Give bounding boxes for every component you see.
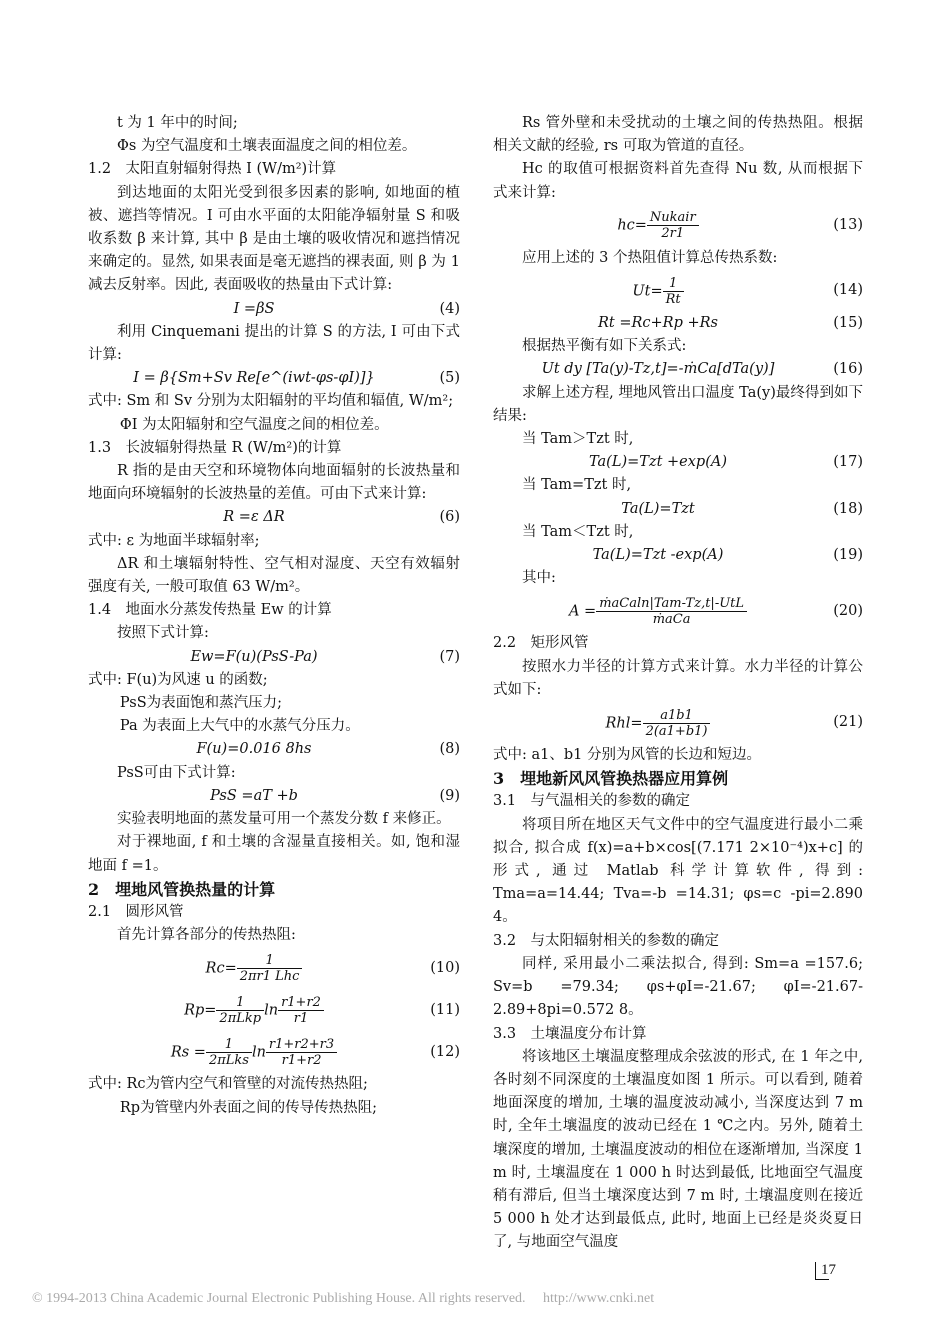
equation-7: Ew=F(u)(PsS-Pa) (7)	[190, 648, 460, 665]
paragraph: 对于裸地面, f 和土壤的含湿量直接相关。如, 饱和湿地面 f =1。	[88, 834, 460, 874]
paragraph: 按照水力半径的计算方式来计算。水力半径的计算公式如下:	[493, 658, 863, 698]
paragraph: 利用 Cinquemani 提出的计算 S 的方法, I 可由下式计算:	[88, 323, 460, 364]
section-heading-3: 3 埋地新风风管换热器应用算例	[493, 769, 729, 789]
section-heading-2: 2 埋地风管换热量的计算	[88, 879, 276, 899]
paragraph: 根据热平衡有如下关系式:	[522, 338, 687, 355]
section-heading-1-2: 1.2 太阳直射辐射得热 I (W/m²)计算	[88, 161, 337, 178]
page-number-mark	[815, 1279, 829, 1280]
paragraph: 式中: Sm 和 Sv 分别为太阳辐射的平均值和辐值, W/m²;	[88, 393, 454, 410]
equation-4: I =βS (4)	[233, 300, 460, 317]
equation-19: Ta(L)=Tzt -exp(A) (19)	[592, 547, 863, 564]
section-heading-2-2: 2.2 矩形风管	[493, 635, 589, 652]
paragraph: Rs 管外壁和未受扰动的土壤之间的传热热阻。根据相关文献的经验, rs 可取为管道的直径。	[493, 115, 863, 155]
equation-17: Ta(L)=Tzt +exp(A) (17)	[588, 454, 863, 471]
left-column	[88, 112, 460, 1120]
paragraph: 到达地面的太阳光受到很多因素的影响, 如地面的植被、遮挡等情况。I 可由水平面的太阳能净辐射量 S 和吸收系数 β 来计算, 其中 β 是由土壤的吸收情况和遮挡情况来确定的。显然, 如果表面是毫无遮挡的裸表面, 则 β 为 1 减去反射率。因此, 表面吸收的热量由下式计算:	[88, 184, 460, 294]
text-line: t 为 1 年中的时间;	[117, 115, 238, 131]
paragraph: 将项目所在地区天气文件中的空气温度进行最小二乘拟合, 拟合成 f(x)=a+b×cos[(7.171 2×10⁻⁴)x+c] 的形式, 通过 Matlab 科学计算软件, 得到: Tma=a=14.44; Tva=-b =14.31; φs=c -pi=2.890 4。	[493, 816, 863, 926]
equation-16: Ut dy [Ta(y)-Tz,t]=-ṁCa[dTa(y)] (16)	[541, 361, 863, 378]
paragraph: 将该地区土壤温度整理成余弦波的形式, 在 1 年之中, 各时刻不同深度的土壤温度如图 1 所示。可以看到, 随着地面深度的增加, 土壤的温度波动减小, 当深度达到 7 m 时, 全年土壤温度的波动已经在 1 ℃之内。另外, 随着土壤深度的增加, 土壤温度波动的相位在逐渐增加, 当深度 1 m 时, 土壤温度在 1 000 h 时达到最低, 比地面空气温度稍有滞后, 但当土壤深度达到 7 m 时, 土壤温度则在接近 5 000 h 处才达到最低点, 此时, 地面上已经是炎炎夏日了, 与地面空气温度	[493, 1048, 863, 1251]
paragraph: Pa 为表面上大气中的水蒸气分压力。	[119, 718, 360, 735]
section-heading-3-1: 3.1 与气温相关的参数的确定	[493, 793, 691, 810]
paragraph: 其中:	[522, 570, 556, 587]
paragraph: Rp为管壁内外表面之间的传导传热热阻;	[119, 1099, 377, 1116]
equation-15: Rt =Rc+Rp +Rs (15)	[597, 315, 863, 332]
paragraph: 式中: F(u)为风速 u 的函数;	[88, 671, 268, 688]
paragraph: 按照下式计算:	[117, 625, 209, 642]
text-line: Φs 为空气温度和土壤表面温度之间的相位差。	[117, 138, 417, 155]
right-column	[493, 112, 863, 1255]
page-number: 17	[821, 1262, 836, 1278]
paragraph: 首先计算各部分的传热热阻:	[117, 927, 296, 944]
equation-14: Ut= $\frac{1}{Rt}$ (14)	[632, 275, 863, 307]
equation-9: PsS =aT +b (9)	[210, 787, 460, 804]
equation-21: Rhl= $\frac{a1b1}{2(a1+b1)}$ (21)	[605, 707, 863, 739]
paragraph: PsS为表面饱和蒸汽压力;	[119, 695, 283, 712]
condition-line: 当 Tam=Tzt 时,	[522, 477, 632, 494]
equation-8: F(u)=0.016 8hs (8)	[196, 741, 460, 758]
section-heading-3-2: 3.2 与太阳辐射相关的参数的确定	[493, 932, 720, 949]
paragraph: 式中: ε 为地面半球辐射率;	[88, 532, 260, 549]
section-heading-1-4: 1.4 地面水分蒸发传热量 Ew 的计算	[88, 602, 332, 619]
equation-5: I = β{Sm+Sv Re[e^(iwt-φs-φI)]} (5)	[133, 370, 460, 387]
section-heading-3-3: 3.3 土壤温度分布计算	[493, 1025, 647, 1042]
paragraph: ΦI 为太阳辐射和空气温度之间的相位差。	[119, 416, 389, 433]
equation-6: R =ε ΔR (6)	[223, 509, 460, 526]
copyright-footer: © 1994-2013 China Academic Journal Electronic Publishing House. All rights reserved. http://www.cnki.net	[32, 1291, 655, 1306]
equation-12: Rs = $\frac{1}{\text{2πLks}}$ ln $\frac{r1+r2+r3}{r1+r2}$ (12)	[170, 1036, 460, 1068]
page-number-mark	[815, 1262, 816, 1280]
paragraph: ΔR 和土壤辐射特性、空气相对湿度、天空有效辐射强度有关, 一般可取值 63 W/m²。	[88, 555, 460, 596]
condition-line: 当 Tam＞Tzt 时,	[522, 431, 634, 448]
equation-10: Rc= $\frac{1}{\text{2πr1 Lhc}}$ (10)	[205, 952, 460, 984]
equation-20: A = $\frac{\text{ṁaCaln|Tam-Tz,t|-UtL}}{\text{ṁaCa}}$ (20)	[568, 595, 863, 627]
paragraph: R 指的是由天空和环境物体向地面辐射的长波热量和地面向环境辐射的长波热量的差值。可由下式来计算:	[88, 463, 460, 503]
equation-13: hc= $\frac{\text{Nukair}}{2r1}$ (13)	[617, 210, 863, 242]
paragraph: PsS可由下式计算:	[117, 764, 236, 781]
paragraph: 式中: Rc为管内空气和管壁的对流传热热阻;	[88, 1076, 368, 1093]
paragraph: 应用上述的 3 个热阻值计算总传热系数:	[522, 249, 778, 266]
section-heading-1-3: 1.3 长波辐射得热量 R (W/m²)的计算	[88, 439, 342, 456]
paragraph: 同样, 采用最小二乘法拟合, 得到: Sm=a =157.6; Sv=b =79.34; φs+φI=-21.67; φI=-21.67-2.89+8pi=0.572 8。	[493, 955, 863, 1019]
paragraph: 式中: a1、b1 分别为风管的长边和短边。	[493, 747, 761, 764]
equation-18: Ta(L)=Tzt (18)	[621, 500, 863, 517]
section-heading-2-1: 2.1 圆形风管	[88, 903, 184, 920]
paragraph: 求解上述方程, 埋地风管出口温度 Ta(y)最终得到如下结果:	[493, 384, 863, 424]
paragraph: 实验表明地面的蒸发量可用一个蒸发分数 f 来修正。	[117, 811, 451, 828]
equation-11: Rp= $\frac{1}{\text{2πLkp}}$ ln $\frac{r1+r2}{r1}$ (11)	[184, 994, 460, 1026]
condition-line: 当 Tam＜Tzt 时,	[522, 523, 634, 540]
paragraph: Hc 的取值可根据资料首先查得 Nu 数, 从而根据下式来计算:	[493, 161, 863, 201]
